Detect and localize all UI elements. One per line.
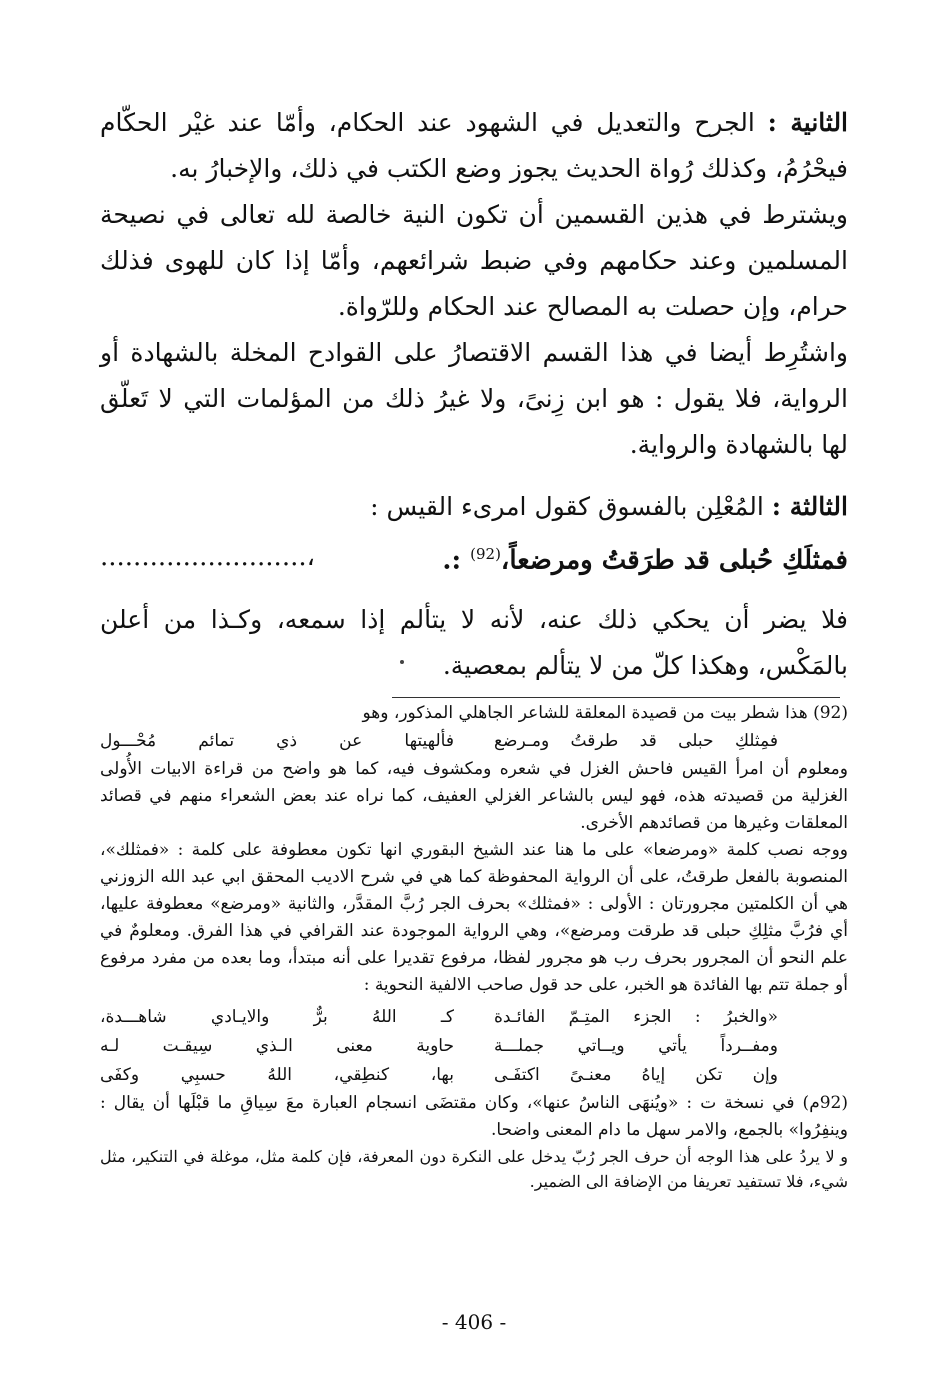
- footnote-paragraph: ومعلوم أن امرأ القيس فاحش الغزل في شعره ومكشوف فيه، كما هو واضح من قراءة الابيات الأُولى الغزلية من قصيدته هذه، فهو ليس بالشاعر الغزلي العفيف، كما نراه عند بعض الشعراء منهم في قصائد المعلقات وغيرها من قصائدهم الأخرى.: [100, 759, 848, 833]
- verse-hemistich-left: بها، كنطِقي، اللهُ حسبِي وكفَى: [100, 1065, 454, 1085]
- verse-line: [100, 530, 848, 585]
- paragraph-text: المُعْلِن بالفسوق كقول امرىء القيس :: [370, 492, 764, 521]
- footnote-separator: [392, 697, 840, 698]
- alfiyya-verses: [100, 1003, 848, 1090]
- paragraph-lead: الثالثة :: [771, 492, 848, 521]
- verse-hemistich-right: وإن تكن إياهُ معنـىً اكتفَـى: [494, 1065, 778, 1085]
- paragraph-second-category: [100, 100, 848, 192]
- paragraph-conclusion: فلا يضر أن يحكي ذلك عنه، لأنه لا يتألم إذا سمعه، وكـذا من أعلن بالمَكْس، وهكذا كلّ من لا يتألم بمعصية.: [100, 604, 848, 680]
- main-text: [100, 100, 848, 689]
- footnote-92m: (92م) في نسخة ت : «ويُنهَى الناسُ عنها»، وكان مقتضَى انسجام العبارة معَ سِياقِ ما قبْلَها أن يقال : وينفِرُوا» بالجمع، والامر سهل ما دام المعنى واضحا.: [100, 1093, 848, 1140]
- verse-hemistich-left: كـ اللهُ برٌّ والايـادي شاهـــدة،: [100, 1007, 454, 1027]
- footnote-92: (92) هذا شطر بيت من قصيدة المعلقة للشاعر الجاهلي المذكور، وهو: [362, 703, 848, 723]
- verse-hemistich-left: حاوية معنى الـذي سِيقـت لـه: [100, 1036, 454, 1056]
- verse-mark: :.: [442, 545, 462, 576]
- verse-text: فمثلَكِ حُبلى قد طرَقتُ ومرضعاً،: [500, 545, 848, 576]
- paragraph-text: الجرح والتعديل في الشهود عند الحكام، وأمّا عند غيْر الحكّام فيحْرُمُ، وكذلك رُواة الحديث يجوز وضع الكتب في ذلك، والإخبارُ به.: [100, 108, 848, 183]
- verse-hemistich-right: فمِثلكِ حبلى قد طرقتُ ومـرضع: [494, 731, 778, 751]
- verse-hemistich-left: فألهيتها عن ذي تمائم مُحْـــول: [100, 731, 454, 751]
- footnotes: [100, 700, 848, 1194]
- footnote-verse: [100, 727, 848, 756]
- page-number: - 406 -: [441, 1310, 507, 1334]
- stray-dot: [400, 660, 404, 664]
- verse-omitted-half: ،.........................: [100, 542, 316, 573]
- paragraph-third-category: [100, 484, 848, 530]
- footnote-paragraph: ووجه نصب كلمة «ومرضعا» على ما هنا عند الشيخ البقوري انها تكون معطوفة على كلمة : «فمثلك»، المنصوبة بالفعل طرقتُ، على أن الرواية المحفوظة كما هي في شرح الاديب المحقق ابي عبد الله الزوزني هي أن الكلمتين مجرورتان : الأولى : «فمثلك» بحرف الجر رُبَّ المقدَّر، والثانية «ومرضع» معطوفة عليها، أي فرُبَّ مثلِكِ حبلى قد طرقت ومرضع»، وهي الرواية الموجودة عند القرافي في هذا الفرق. ومعلومٌ في علم النحو أن المجرور بحرف رب هو مجرور لفظا، مرفوع تقديرا على أنه مبتدأ، وما بعده من مفرد مرفوع أو جملة تتم بها الفائدة هو الخبر، على حد قول صاحب الالفية النحوية :: [100, 840, 848, 995]
- paragraph-conditions: ويشترط في هذين القسمين أن تكون النية خالصة لله تعالى في نصيحة المسلمين وعند حكامهم وفي ضبط شرائعهم، وأمّا إذا كان للهوى فذلك حرام، وإن حصلت به المصالح عند الحكام وللرّواة.: [100, 200, 848, 321]
- footnote-paragraph: و لا يردُ على هذا الوجه أن حرف الجر رُبّ يدخل على النكرة دون المعرفة، فإن كلمة مثل، موغلة في التنكير، مثل شيء، فلا تستفيد تعريفا من الإضافة الى الضمير.: [100, 1147, 848, 1191]
- paragraph-restriction: واشتُرِط أيضا في هذا القسم الاقتصارُ على القوادح المخلة بالشهادة أو الرواية، فلا يقول : هو ابن زِنىً، ولا غيرُ ذلك من المؤلمات التي لا تَعلّق لها بالشهادة والرواية.: [100, 338, 848, 459]
- verse-first-half: [442, 530, 848, 585]
- footnote-ref: (92): [470, 545, 501, 563]
- verse-hemistich-right: «والخبرُ : الجزء المتِـمّ الفائـدة: [494, 1007, 778, 1027]
- paragraph-lead: الثانية :: [767, 108, 849, 137]
- verse-hemistich-right: ومفــرداً يأتي ويــاتي جملـــة: [494, 1036, 778, 1056]
